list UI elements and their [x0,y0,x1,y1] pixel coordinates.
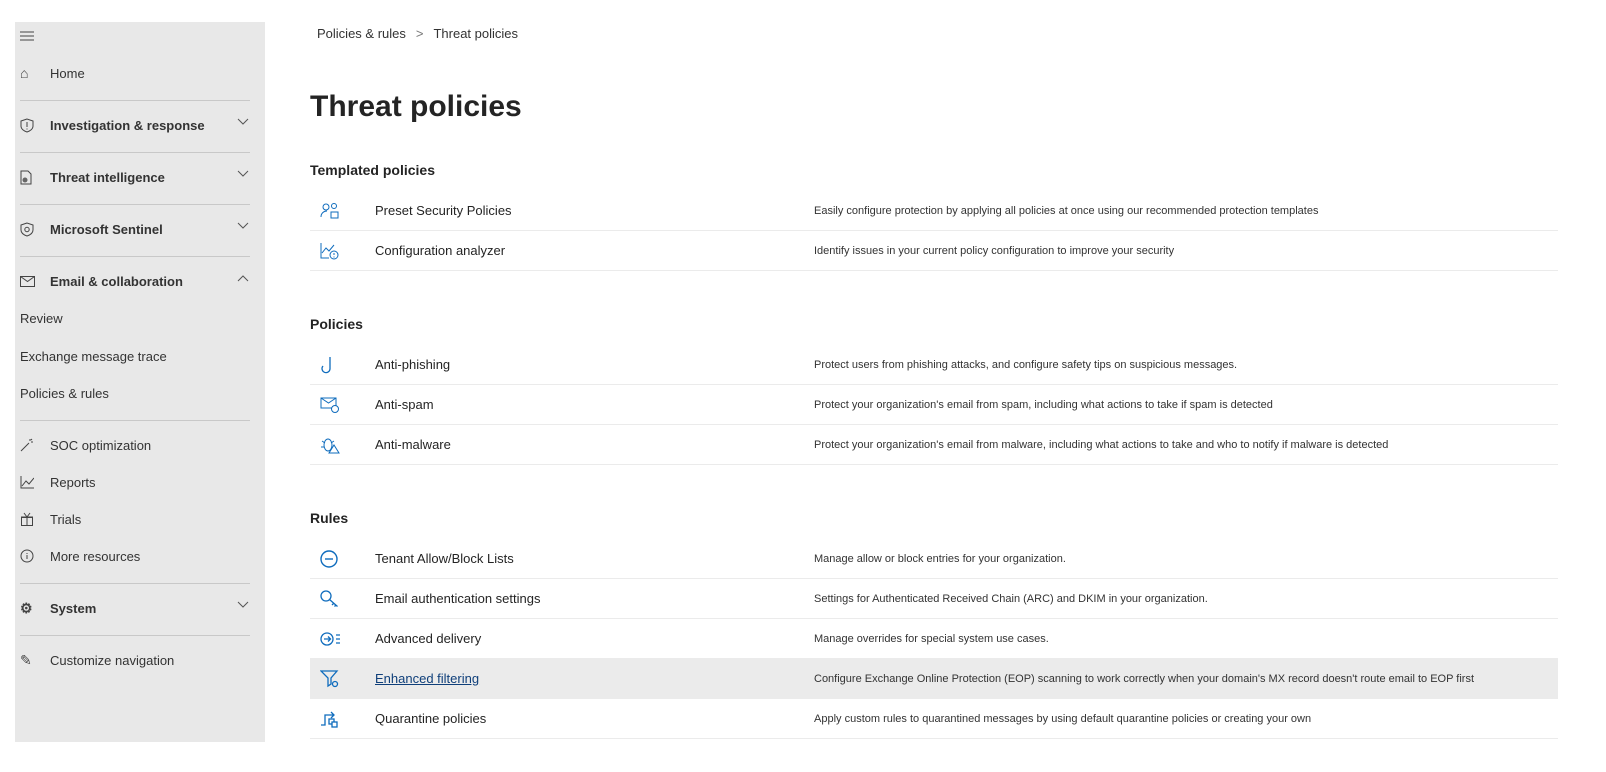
row-name: Quarantine policies [375,711,487,726]
arrow-list-icon [310,630,375,648]
breadcrumb-link-policies-rules[interactable]: Policies & rules [317,26,406,41]
quarantine-icon [310,710,375,728]
row-description: Identify issues in your current policy configuration to improve your security [814,244,1175,257]
divider [20,420,250,421]
block-circle-icon [310,550,375,568]
sidebar-item-label: Threat intelligence [50,169,165,185]
chevron-down-icon [237,118,249,126]
sidebar-item-label: Home [50,65,85,81]
sidebar-item-label: Exchange message trace [20,348,167,364]
sidebar-item-trials[interactable] [15,504,265,534]
policy-row-quarantine[interactable] [310,699,1558,739]
sidebar-nav [15,22,265,742]
row-description: Manage overrides for special system use cases. [814,632,1049,645]
policy-row-enhanced-filtering[interactable] [310,659,1558,699]
policy-row-tenant-allow-block[interactable] [310,539,1558,579]
sidebar-item-label: Investigation & response [50,117,205,133]
sidebar-item-label: System [50,600,97,616]
gear-icon: ⚙ [20,599,33,616]
wand-icon [15,438,50,452]
enhanced-filtering-link[interactable]: Enhanced filtering [375,671,480,686]
threat-intel-icon [15,170,50,185]
sidebar-item-customize-navigation[interactable] [15,645,265,675]
section-heading: Policies [310,316,363,332]
chart-icon [15,476,50,489]
sidebar-item-label: Reports [50,474,96,490]
sidebar-item-label: Microsoft Sentinel [50,221,163,237]
sidebar-item-soc-optimization[interactable] [15,430,265,460]
info-icon [15,549,50,563]
sidebar-item-email-collaboration[interactable] [15,266,265,296]
hamburger-menu-button[interactable] [15,21,265,51]
row-description: Protect your organization's email from malware, including what actions to take and who to notify if malware is detected [814,438,1389,451]
sidebar-item-reports[interactable] [15,467,265,497]
bug-warning-icon [310,436,375,454]
preset-users-icon [310,202,375,220]
policy-row-anti-spam[interactable] [310,385,1558,425]
sidebar-item-label: Review [20,310,63,326]
section-templated-policies [310,160,1558,271]
sidebar-item-sentinel[interactable] [15,214,265,244]
sidebar-item-threat-intelligence[interactable] [15,162,265,192]
row-description: Protect users from phishing attacks, and configure safety tips on suspicious messages. [814,358,1238,371]
sidebar-item-home[interactable] [15,58,265,88]
sidebar-item-system[interactable] [15,593,265,623]
policy-row-preset-security[interactable] [310,191,1558,231]
row-description: Apply custom rules to quarantined messages by using default quarantine policies or creating your own [814,712,1312,725]
divider [20,583,250,584]
row-description: Protect your organization's email from spam, including what actions to take if spam is detected [814,398,1273,411]
policy-row-anti-malware[interactable] [310,425,1558,465]
sidebar-item-label: Policies & rules [20,385,109,401]
divider [20,204,250,205]
chevron-down-icon [237,222,249,230]
chevron-down-icon [237,601,249,609]
sidebar-item-label: Trials [50,511,82,527]
fishhook-icon [310,356,375,374]
divider [20,100,250,101]
mail-block-icon [310,396,375,414]
row-description: Easily configure protection by applying all policies at once using our recommended protection templates [814,204,1319,217]
sidebar-item-label: SOC optimization [50,437,152,453]
sidebar-item-message-trace[interactable] [15,341,265,371]
policy-row-configuration-analyzer[interactable] [310,231,1558,271]
section-policies [310,314,1558,465]
sidebar-item-label: Email & collaboration [50,273,183,289]
mail-icon [15,276,50,287]
analyzer-chart-icon [310,242,375,260]
row-name: Email authentication settings [375,591,541,606]
row-name: Anti-malware [375,437,451,452]
key-icon [310,590,375,608]
row-name: Tenant Allow/Block Lists [375,551,514,566]
row-name: Anti-phishing [375,357,451,372]
row-description: Settings for Authenticated Received Chain (ARC) and DKIM in your organization. [814,592,1208,605]
row-description: Configure Exchange Online Protection (EOP) scanning to work correctly when your domain's MX record doesn't route email to EOP first [814,672,1475,685]
row-description: Manage allow or block entries for your organization. [814,552,1066,565]
filter-gear-icon [310,670,375,688]
breadcrumb-current: Threat policies [433,26,519,41]
row-name: Anti-spam [375,397,434,412]
sidebar-item-more-resources[interactable] [15,541,265,571]
home-icon: ⌂ [20,65,29,81]
gift-icon [15,512,50,526]
page-title: Threat policies [310,90,522,123]
sidebar-item-label: More resources [50,548,141,564]
sidebar-item-label: Customize navigation [50,652,175,668]
row-name: Configuration analyzer [375,243,506,258]
breadcrumb [317,26,518,41]
shield-icon [15,118,50,133]
section-heading: Templated policies [310,162,435,178]
policy-row-email-authentication[interactable] [310,579,1558,619]
row-name: Advanced delivery [375,631,482,646]
breadcrumb-separator: > [415,26,424,41]
sidebar-item-review[interactable] [15,303,265,333]
sidebar-item-investigation[interactable] [15,110,265,140]
chevron-up-icon [237,274,249,282]
policy-row-advanced-delivery[interactable] [310,619,1558,659]
policy-row-anti-phishing[interactable] [310,345,1558,385]
row-name: Preset Security Policies [375,203,512,218]
divider [20,152,250,153]
sentinel-icon [15,222,50,237]
divider [20,635,250,636]
section-heading: Rules [310,510,349,526]
pencil-icon: ✎ [20,651,32,668]
section-rules [310,508,1558,739]
hamburger-icon [15,31,50,41]
chevron-down-icon [237,170,249,178]
sidebar-item-policies-rules[interactable] [15,378,265,408]
divider [20,256,250,257]
